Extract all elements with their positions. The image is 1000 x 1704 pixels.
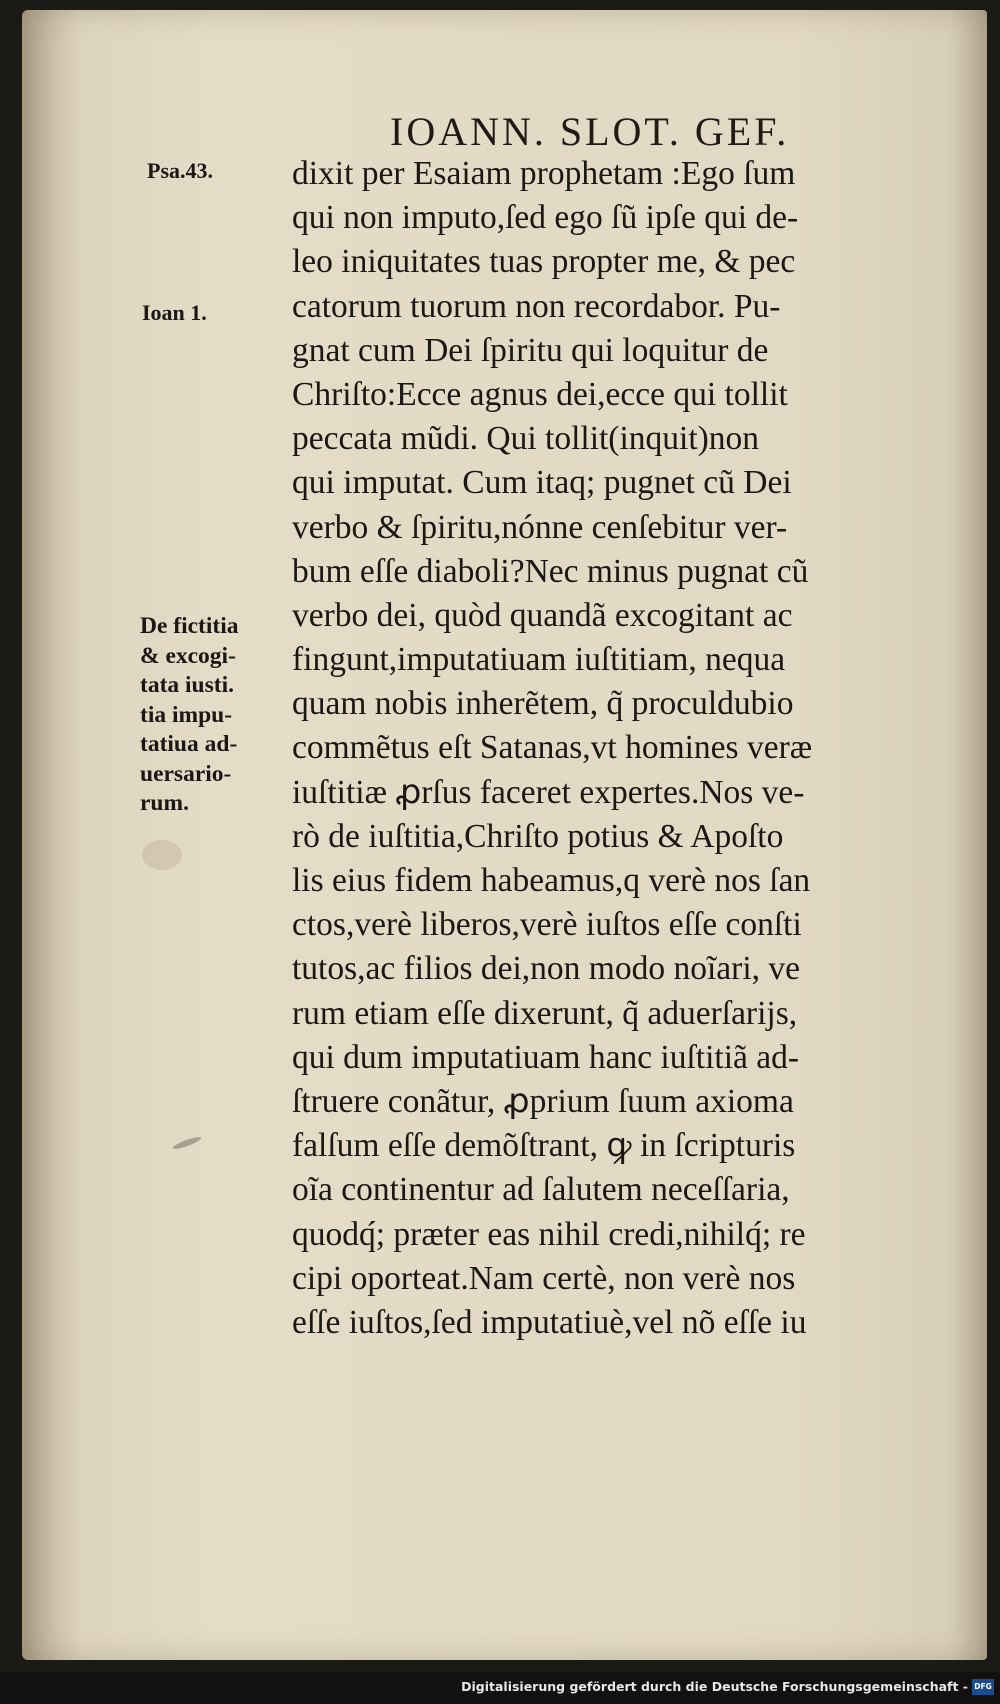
marginal-note-line: tata iusti. <box>140 672 234 698</box>
text-line: commẽtus eſt Satanas,vt homines veræ <box>292 729 813 767</box>
text-line: quam nobis inherẽtem, q̃ proculdubio <box>292 685 794 723</box>
page-gutter-shadow <box>22 10 82 1660</box>
text-line: Chriſto:Ecce agnus dei,ecce qui tollit <box>292 375 788 413</box>
marginal-note-line: rum. <box>140 790 189 816</box>
paper-stain <box>172 1135 202 1151</box>
text-line: dixit per Esaiam prophetam :Ego ſum <box>292 155 796 192</box>
text-line: ctos,verè liberos,verè iuſtos eſſe conſti <box>292 906 802 944</box>
text-line: rò de iuſtitia,Chriſto potius & Apoſto <box>292 817 784 855</box>
running-head: IOANN. SLOT. GEF. <box>390 109 790 154</box>
text-line: falſum eſſe demõſtrant, ꝙ in ſcripturis <box>292 1127 796 1165</box>
text-line: eſſe iuſtos,ſed imputatiuè,vel nõ eſſe iu <box>292 1303 807 1341</box>
text-line: rum etiam eſſe dixerunt, q̃ aduerſarijs, <box>292 994 798 1032</box>
dfg-logo: DFG <box>972 1679 994 1695</box>
marginal-note-line: De fictitia <box>140 613 239 639</box>
text-line: qui imputat. Cum itaq; pugnet cũ Dei <box>292 464 792 502</box>
text-line: quodq́; præter eas nihil credi,nihilq́; re <box>292 1215 806 1253</box>
text-line: verbo dei, quòd quandã excogitant ac <box>292 596 793 634</box>
text-line: bum eſſe diaboli?Nec minus pugnat cũ <box>292 552 809 590</box>
marginal-note-line: tia impu- <box>140 701 233 728</box>
marginal-note-line: uersario- <box>140 760 232 787</box>
body-text <box>292 152 952 1345</box>
marginal-note-line: & excogi- <box>140 642 236 669</box>
text-line: gnat cum Dei ſpiritu qui loquitur de <box>292 331 769 369</box>
text-line: lis eius fidem habeamus,q verè nos ſan <box>292 862 811 899</box>
text-line: fingunt,imputatiuam iuſtitiam, nequa <box>292 641 786 679</box>
text-line: catorum tuorum non recordabor. Pu- <box>292 287 781 325</box>
funding-credit: Digitalisierung gefördert durch die Deutsche Forschungsgemeinschaft - <box>461 1679 968 1694</box>
text-line: qui non imputo,ſed ego ſũ ipſe qui de- <box>292 199 799 237</box>
text-line: tutos,ac filios dei,non modo noĩari, ve <box>292 950 800 988</box>
text-line: leo iniquitates tuas propter me, & pec <box>292 243 796 281</box>
marginal-note-line: tatiua ad- <box>140 731 238 757</box>
text-line: verbo & ſpiritu,nónne cenſebitur ver- <box>292 508 788 546</box>
text-line: peccata mũdi. Qui tollit(inquit)non <box>292 420 760 458</box>
footer-bar <box>0 1672 1000 1704</box>
text-line: cipi oporteat.Nam certè, non verè nos <box>292 1259 796 1297</box>
text-line: ſtruere conãtur, ꝓprium ſuum axioma <box>292 1082 794 1120</box>
text-line: qui dum imputatiuam hanc iuſtitiã ad- <box>292 1038 800 1076</box>
marginal-note-de-fictitia <box>140 612 239 819</box>
marginal-note-psa: Psa.43. <box>147 158 213 183</box>
text-line: oĩa continentur ad ſalutem neceſſaria, <box>292 1171 790 1209</box>
marginal-note-ioan: Ioan 1. <box>142 300 207 325</box>
text-line: iuſtitiæ ꝓrſus faceret expertes.Nos ve- <box>292 773 805 811</box>
paper-stain <box>142 840 182 870</box>
